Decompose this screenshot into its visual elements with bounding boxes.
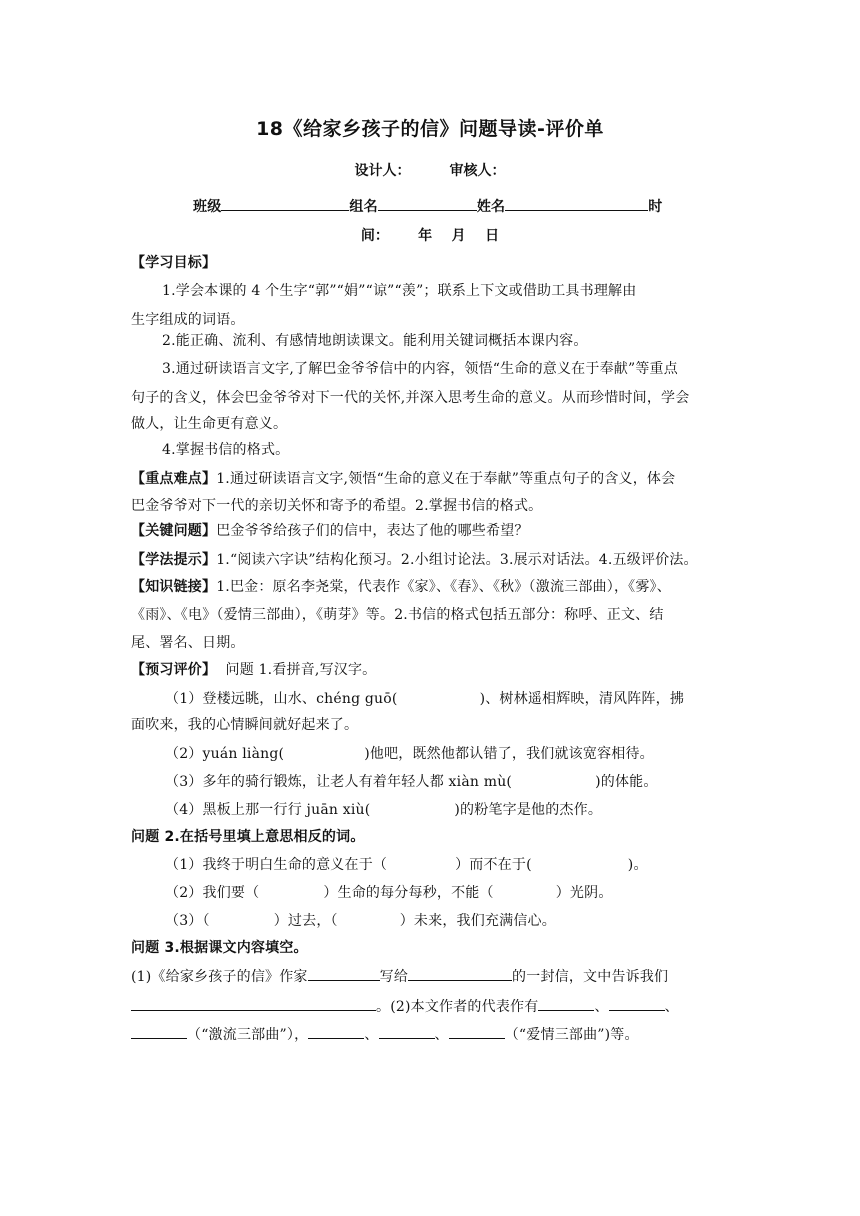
q3-blank-work-1[interactable] — [538, 996, 594, 1011]
q1-item-4-text: （4）黑板上那一行行 juān xiù( — [165, 802, 371, 818]
q3-item-3 — [131, 1024, 731, 1044]
q2-title — [131, 828, 731, 846]
goal-3b: 句子的含义，体会巴金爷爷对下一代的关怀,并深入思考生命的意义。从而珍惜时间，学会 — [131, 390, 690, 406]
q2-item-1-mid: ）而不在于( — [455, 857, 532, 873]
q3-item-1-text: (1)《给家乡孩子的信》作家 — [131, 969, 308, 985]
q1-item-1-cont: 面吹来，我的心情瞬间就好起来了。 — [131, 717, 359, 733]
group-label: 组名 — [349, 199, 378, 215]
q3-blank-work-5[interactable] — [379, 1024, 435, 1039]
name-label: 姓名 — [476, 199, 506, 215]
q3-title-text: 问题 3.根据课文内容填空。 — [131, 940, 308, 956]
page-title: 18《给家乡孩子的信》问题导读-评价单 — [256, 118, 604, 140]
q1-item-4 — [165, 801, 735, 819]
q3-sep-4: 、 — [434, 1027, 449, 1043]
q2-item-2 — [165, 884, 735, 902]
knowledge-text: 1.巴金：原名李尧棠，代表作《家》、《春》、《秋》（激流三部曲），《雾》、 — [216, 579, 671, 595]
preview-label: 【预习评价】 — [131, 662, 217, 678]
q2-item-2-tail: ）光阴。 — [555, 885, 613, 901]
q1-item-1 — [165, 690, 735, 708]
goal-2: 2.能正确、流利、有感情地朗读课文。能利用关键词概括本课内容。 — [162, 333, 588, 349]
q3-item-2 — [131, 996, 731, 1016]
q3-blank-author[interactable] — [308, 966, 380, 981]
knowledge-label: 【知识链接】 — [131, 579, 217, 595]
goal-3a: 3.通过研读语言文字,了解巴金爷爷信中的内容，领悟“生命的意义在于奉献”等重点 — [162, 361, 678, 377]
q3-item-1 — [131, 966, 731, 986]
goal-1b: 生字组成的词语。 — [131, 312, 245, 328]
goal-3c: 做人，让生命更有意义。 — [131, 416, 288, 432]
q3-sep-1: 、 — [594, 999, 609, 1015]
q3-sep-2: 、 — [664, 999, 679, 1015]
q1-item-3-tail: )的体能。 — [595, 774, 658, 790]
q1-item-2 — [165, 745, 735, 763]
q1-item-2-text: （2）yuán liàng( — [165, 746, 285, 762]
goal-4: 4.掌握书信的格式。 — [162, 442, 290, 458]
key-points-label: 【重点难点】 — [131, 471, 217, 487]
q3-blank-message[interactable] — [131, 996, 376, 1011]
q2-item-1-text: （1）我终于明白生命的意义在于（ — [165, 857, 388, 873]
q3-sep-3: 、 — [364, 1027, 379, 1043]
date-line: 间： 年 月 日 — [360, 228, 500, 244]
preview-line — [131, 661, 731, 679]
key-question-text: 巴金爷爷给孩子们的信中，表达了他的哪些希望？ — [216, 523, 529, 539]
q2-item-1 — [165, 856, 735, 874]
goal-1a: 1.学会本课的 4 个生字“郭”“娟”“谅”“羡”；联系上下文或借助工具书理解由 — [162, 283, 637, 299]
q2-item-3-text: （3）（ — [165, 913, 210, 929]
q2-item-3 — [165, 912, 735, 930]
q3-item-2-text: 。(2)本文作者的代表作有 — [376, 999, 539, 1015]
q3-blank-work-3[interactable] — [131, 1024, 187, 1039]
knowledge-line-b: 《雨》、《电》（爱情三部曲），《萌芽》等。2.书信的格式包括五部分：称呼、正文、结 — [131, 607, 664, 623]
name-blank[interactable] — [505, 196, 648, 211]
q1-title: 问题 1.看拼音,写汉字。 — [225, 662, 377, 678]
q2-title-text: 问题 2.在括号里填上意思相反的词。 — [131, 829, 365, 845]
time-label: 时 — [648, 199, 663, 215]
key-question-line — [131, 522, 731, 540]
method-text: 1.“阅读六字诀”结构化预习。2.小组讨论法。3.展示对话法。4.五级评价法。 — [216, 552, 698, 568]
q1-item-1-text: （1）登楼远眺，山水、chéng guō( — [165, 691, 398, 707]
q2-item-1-tail: )。 — [627, 857, 648, 873]
key-question-label: 【关键问题】 — [131, 523, 217, 539]
key-points-line-a — [131, 470, 731, 488]
goals-header: 【学习目标】 — [131, 255, 217, 271]
knowledge-line-a — [131, 578, 731, 596]
q1-item-2-tail: )他吧，既然他都认错了，我们就该宽容相待。 — [364, 746, 654, 762]
knowledge-line-c: 尾、署名、日期。 — [131, 635, 245, 651]
q3-title — [131, 939, 731, 957]
group-blank[interactable] — [378, 196, 477, 211]
q3-item-1-mid: 写给 — [379, 969, 409, 985]
q3-item-3-tail: （“爱情三部曲”)等。 — [504, 1027, 639, 1043]
class-blank[interactable] — [221, 196, 349, 211]
key-points-text: 1.通过研读语言文字,领悟“生命的意义在于奉献”等重点句子的含义，体会 — [216, 471, 676, 487]
method-line — [131, 551, 731, 569]
q3-item-3-text: （“激流三部曲”）， — [187, 1027, 309, 1043]
q3-blank-work-6[interactable] — [449, 1024, 505, 1039]
designer-line: 设计人： 审核人： — [354, 163, 506, 179]
q2-item-2-mid: ）生命的每分每秒，不能（ — [323, 885, 494, 901]
q1-item-4-tail: )的粉笔字是他的杰作。 — [454, 802, 603, 818]
q1-item-3 — [165, 773, 735, 791]
q2-item-3-tail: ）未来，我们充满信心。 — [399, 913, 556, 929]
key-points-line-b: 巴金爷爷对下一代的亲切关怀和寄予的希望。2.掌握书信的格式。 — [131, 498, 543, 514]
q3-blank-recipient[interactable] — [408, 966, 512, 981]
method-label: 【学法提示】 — [131, 552, 217, 568]
q1-item-3-text: （3）多年的骑行锻炼，让老人有着年轻人都 xiàn mù( — [165, 774, 513, 790]
info-line — [193, 196, 733, 216]
q3-blank-work-4[interactable] — [308, 1024, 364, 1039]
q2-item-2-text: （2）我们要（ — [165, 885, 260, 901]
q2-item-3-mid: ）过去，（ — [273, 913, 338, 929]
q3-blank-work-2[interactable] — [609, 996, 665, 1011]
q1-item-1-tail: )、树林遥相辉映，清风阵阵，拂 — [479, 691, 685, 707]
class-label: 班级 — [193, 199, 222, 215]
q3-item-1-tail: 的一封信，文中告诉我们 — [512, 969, 669, 985]
